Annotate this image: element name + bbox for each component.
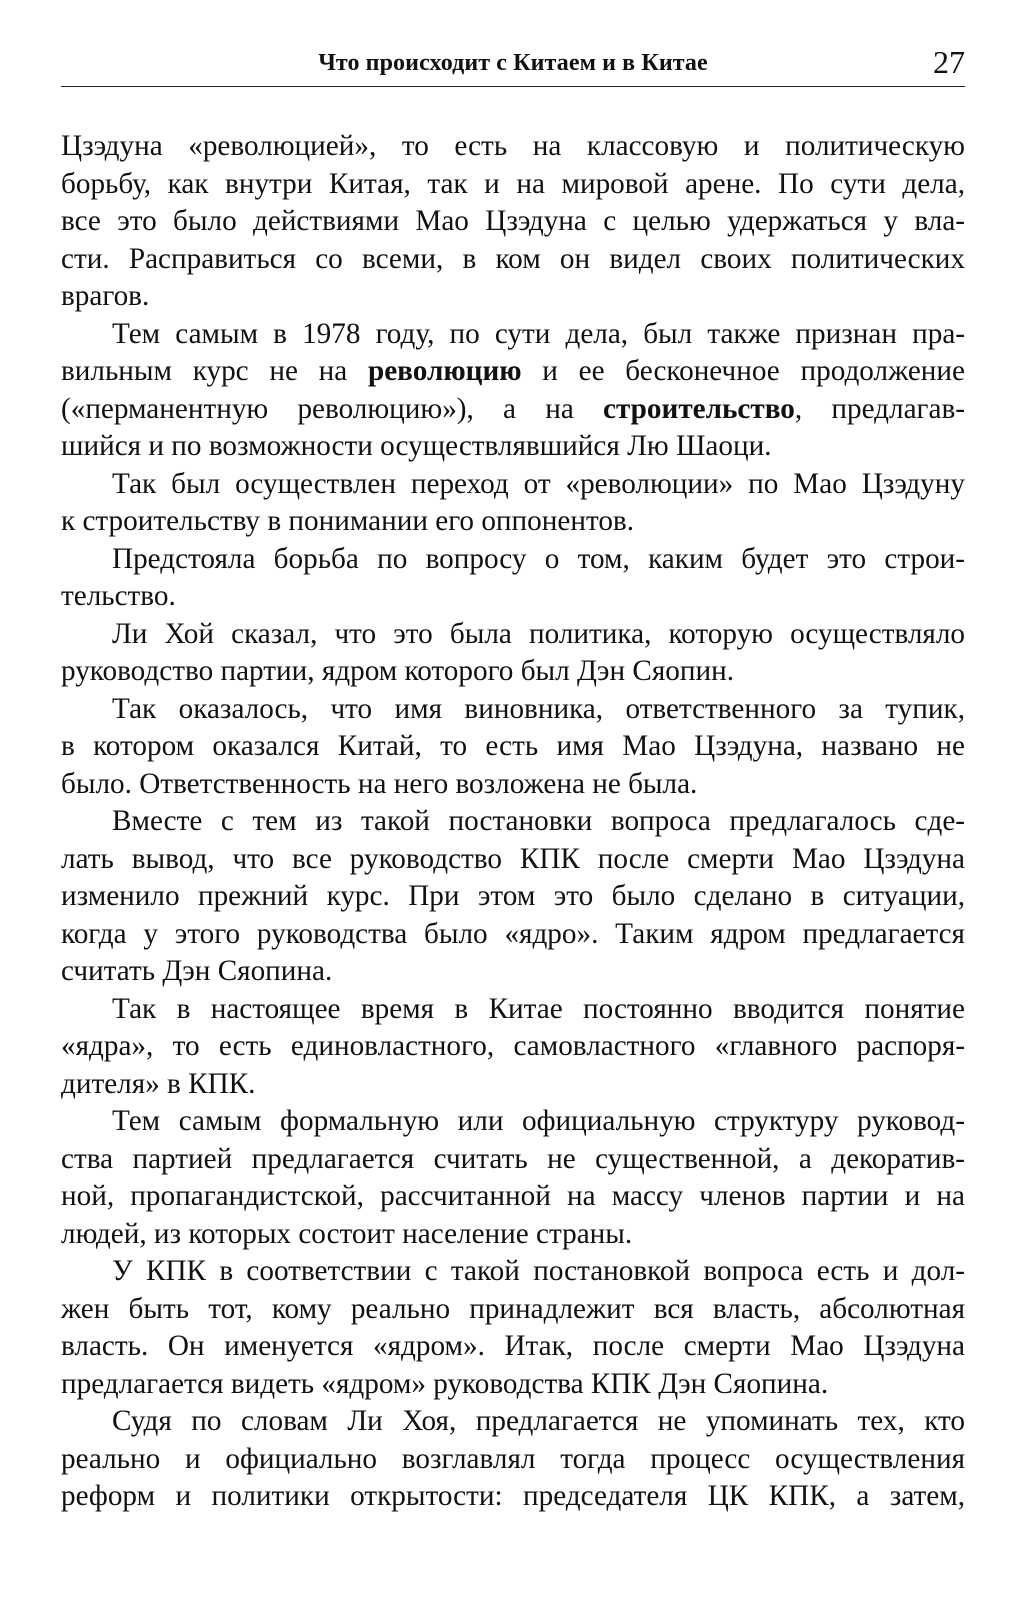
paragraph bbox=[61, 1103, 965, 1253]
text-line: людей, из которых состоит население страны. bbox=[61, 1217, 633, 1250]
page-number: 27 bbox=[933, 44, 965, 80]
text-line: Тем самым формальную или официальную структуру руковод- bbox=[112, 1105, 965, 1137]
text-line: Так оказалось, что имя виновника, ответственного за тупик, bbox=[112, 692, 965, 725]
text-line: Так был осуществлен переход от «революции» по Мао Цзэдуну bbox=[112, 467, 965, 500]
text-line: тельство. bbox=[61, 580, 176, 612]
book-page bbox=[61, 30, 965, 1580]
text-line: Судя по словам Ли Хоя, предлагается не упоминать тех, кто bbox=[112, 1405, 965, 1437]
text-line: считать Дэн Сяопина. bbox=[61, 955, 333, 987]
text-line: Вместе с тем из такой постановки вопроса предлагалось сде- bbox=[112, 805, 965, 837]
text-line: Предстояла борьба по вопросу о том, каким будет это строи- bbox=[112, 542, 965, 575]
text-line: Цзэдуна «революцией», то есть на классовую и политическую bbox=[61, 130, 965, 162]
text-line: ной, пропагандистской, рассчитанной на массу членов партии и на bbox=[61, 1180, 965, 1212]
text-line: «ядра», то есть единовластного, самовластного «главного распоря- bbox=[61, 1030, 965, 1062]
text-line: жен быть тот, кому реально принадлежит вся власть, абсолютная bbox=[61, 1292, 965, 1325]
paragraph bbox=[61, 541, 965, 616]
text-line: к строительству в понимании его оппонентов. bbox=[61, 505, 634, 537]
paragraph bbox=[61, 803, 965, 991]
bold-term: революцию bbox=[367, 355, 522, 387]
text-line: дителя» в КПК. bbox=[61, 1067, 256, 1100]
text-line: («перманентную революцию»), а на строительство, предлагав- bbox=[61, 392, 965, 425]
paragraph bbox=[61, 616, 965, 691]
text-line: руководство партии, ядром которого был Дэн Сяопин. bbox=[61, 655, 735, 687]
text-line: было. Ответственность на него возложена не была. bbox=[61, 767, 698, 800]
bold-term: строительство bbox=[603, 392, 795, 425]
paragraph bbox=[61, 316, 965, 466]
paragraph bbox=[61, 1253, 965, 1403]
text-line: реально и официально возглавлял тогда процесс осуществления bbox=[61, 1442, 965, 1475]
text-line: Ли Хой сказал, что это была политика, которую осуществляло bbox=[112, 617, 965, 650]
text-line: когда у этого руководства было «ядро». Таким ядром предлагается bbox=[61, 917, 965, 950]
text-line: Так в настоящее время в Китае постоянно вводится понятие bbox=[112, 992, 965, 1025]
body-text bbox=[61, 128, 965, 1516]
text-line: предлагается видеть «ядром» руководства КПК Дэн Сяопина. bbox=[61, 1367, 829, 1400]
text-line: власть. Он именуется «ядром». Итак, после смерти Мао Цзэдуна bbox=[61, 1330, 965, 1362]
text-line: в котором оказался Китай, то есть имя Мао Цзэдуна, названо не bbox=[61, 730, 965, 762]
text-line: все это было действиями Мао Цзэдуна с целью удержаться у вла- bbox=[61, 205, 965, 237]
paragraph bbox=[61, 991, 965, 1104]
paragraph bbox=[61, 466, 965, 541]
text-line: лать вывод, что все руководство КПК после смерти Мао Цзэдуна bbox=[61, 842, 965, 875]
text-line: изменило прежний курс. При этом это было сделано в ситуации, bbox=[61, 880, 965, 912]
text-line: шийся и по возможности осуществлявшийся Лю Шаоци. bbox=[61, 430, 772, 462]
text-line: врагов. bbox=[61, 280, 150, 312]
text-line: У КПК в соответствии с такой постановкой вопроса есть и дол- bbox=[112, 1255, 965, 1287]
text-line: борьбу, как внутри Китая, так и на мировой арене. По сути дела, bbox=[61, 167, 965, 200]
paragraph bbox=[61, 128, 965, 316]
running-title: Что происходит с Китаем и в Китае bbox=[318, 50, 708, 76]
text-line: вильным курс не на революцию и ее бесконечное продолжение bbox=[61, 355, 965, 387]
running-header bbox=[61, 30, 965, 87]
text-line: реформ и политики открытости: председателя ЦК КПК, а затем, bbox=[61, 1480, 965, 1512]
text-line: Тем самым в 1978 году, по сути дела, был также признан пра- bbox=[112, 317, 965, 350]
paragraph bbox=[61, 691, 965, 804]
text-line: сти. Расправиться со всеми, в ком он видел своих политических bbox=[61, 242, 965, 275]
paragraph bbox=[61, 1403, 965, 1516]
text-line: ства партией предлагается считать не существенной, а декоратив- bbox=[61, 1142, 965, 1175]
